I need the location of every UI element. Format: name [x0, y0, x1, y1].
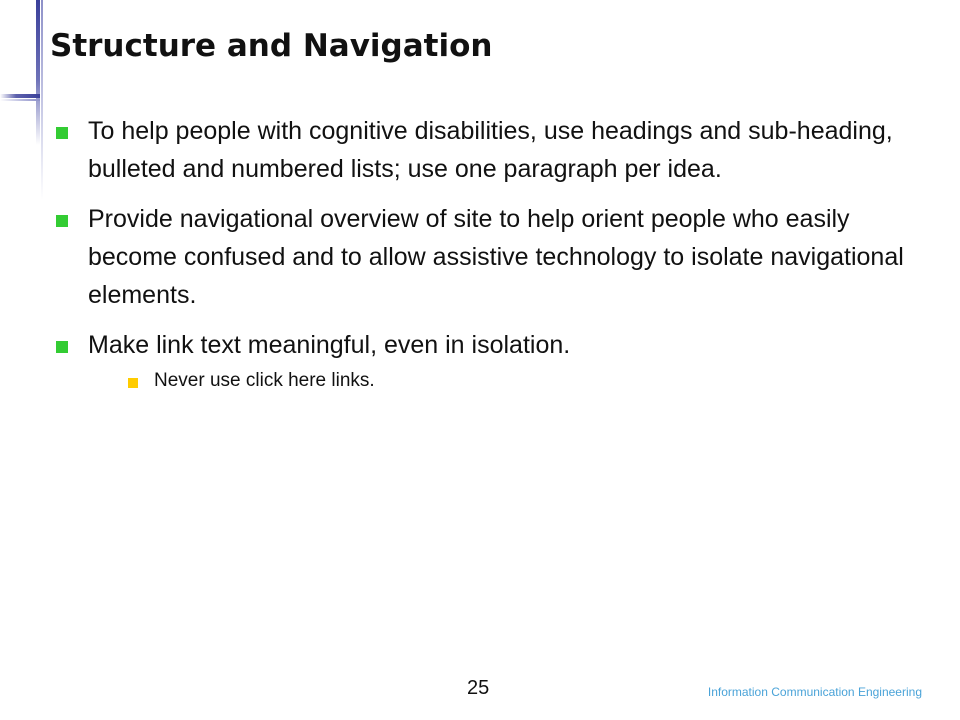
green-square-bullet-icon [56, 341, 68, 353]
bullet-text: To help people with cognitive disabilities, use headings and sub-heading, bulleted and numbered lists; use one paragraph per idea. [88, 117, 893, 183]
bullet-text: Make link text meaningful, even in isolation. [88, 331, 571, 359]
green-square-bullet-icon [56, 215, 68, 227]
bullet-item [50, 200, 920, 314]
frame-vertical-line-inner [41, 0, 43, 200]
footer-text: Information Communication Engineering [707, 685, 922, 699]
sub-bullet-list [88, 366, 920, 396]
page-number: 25 [467, 677, 490, 699]
sub-bullet-item [128, 366, 920, 396]
frame-horizontal-line [0, 94, 40, 98]
yellow-square-bullet-icon [128, 378, 138, 388]
sub-bullet-text: Never use click here links. [154, 370, 375, 391]
bullet-list [50, 112, 920, 408]
frame-horizontal-line-inner [0, 99, 40, 101]
bullet-item [50, 112, 920, 188]
green-square-bullet-icon [56, 127, 68, 139]
frame-vertical-line [36, 0, 40, 145]
slide-title: Structure and Navigation [50, 28, 493, 64]
bullet-text: Provide navigational overview of site to help orient people who easily become confused and to allow assistive technology to isolate navigational elements. [88, 205, 904, 309]
bullet-item [50, 326, 920, 396]
